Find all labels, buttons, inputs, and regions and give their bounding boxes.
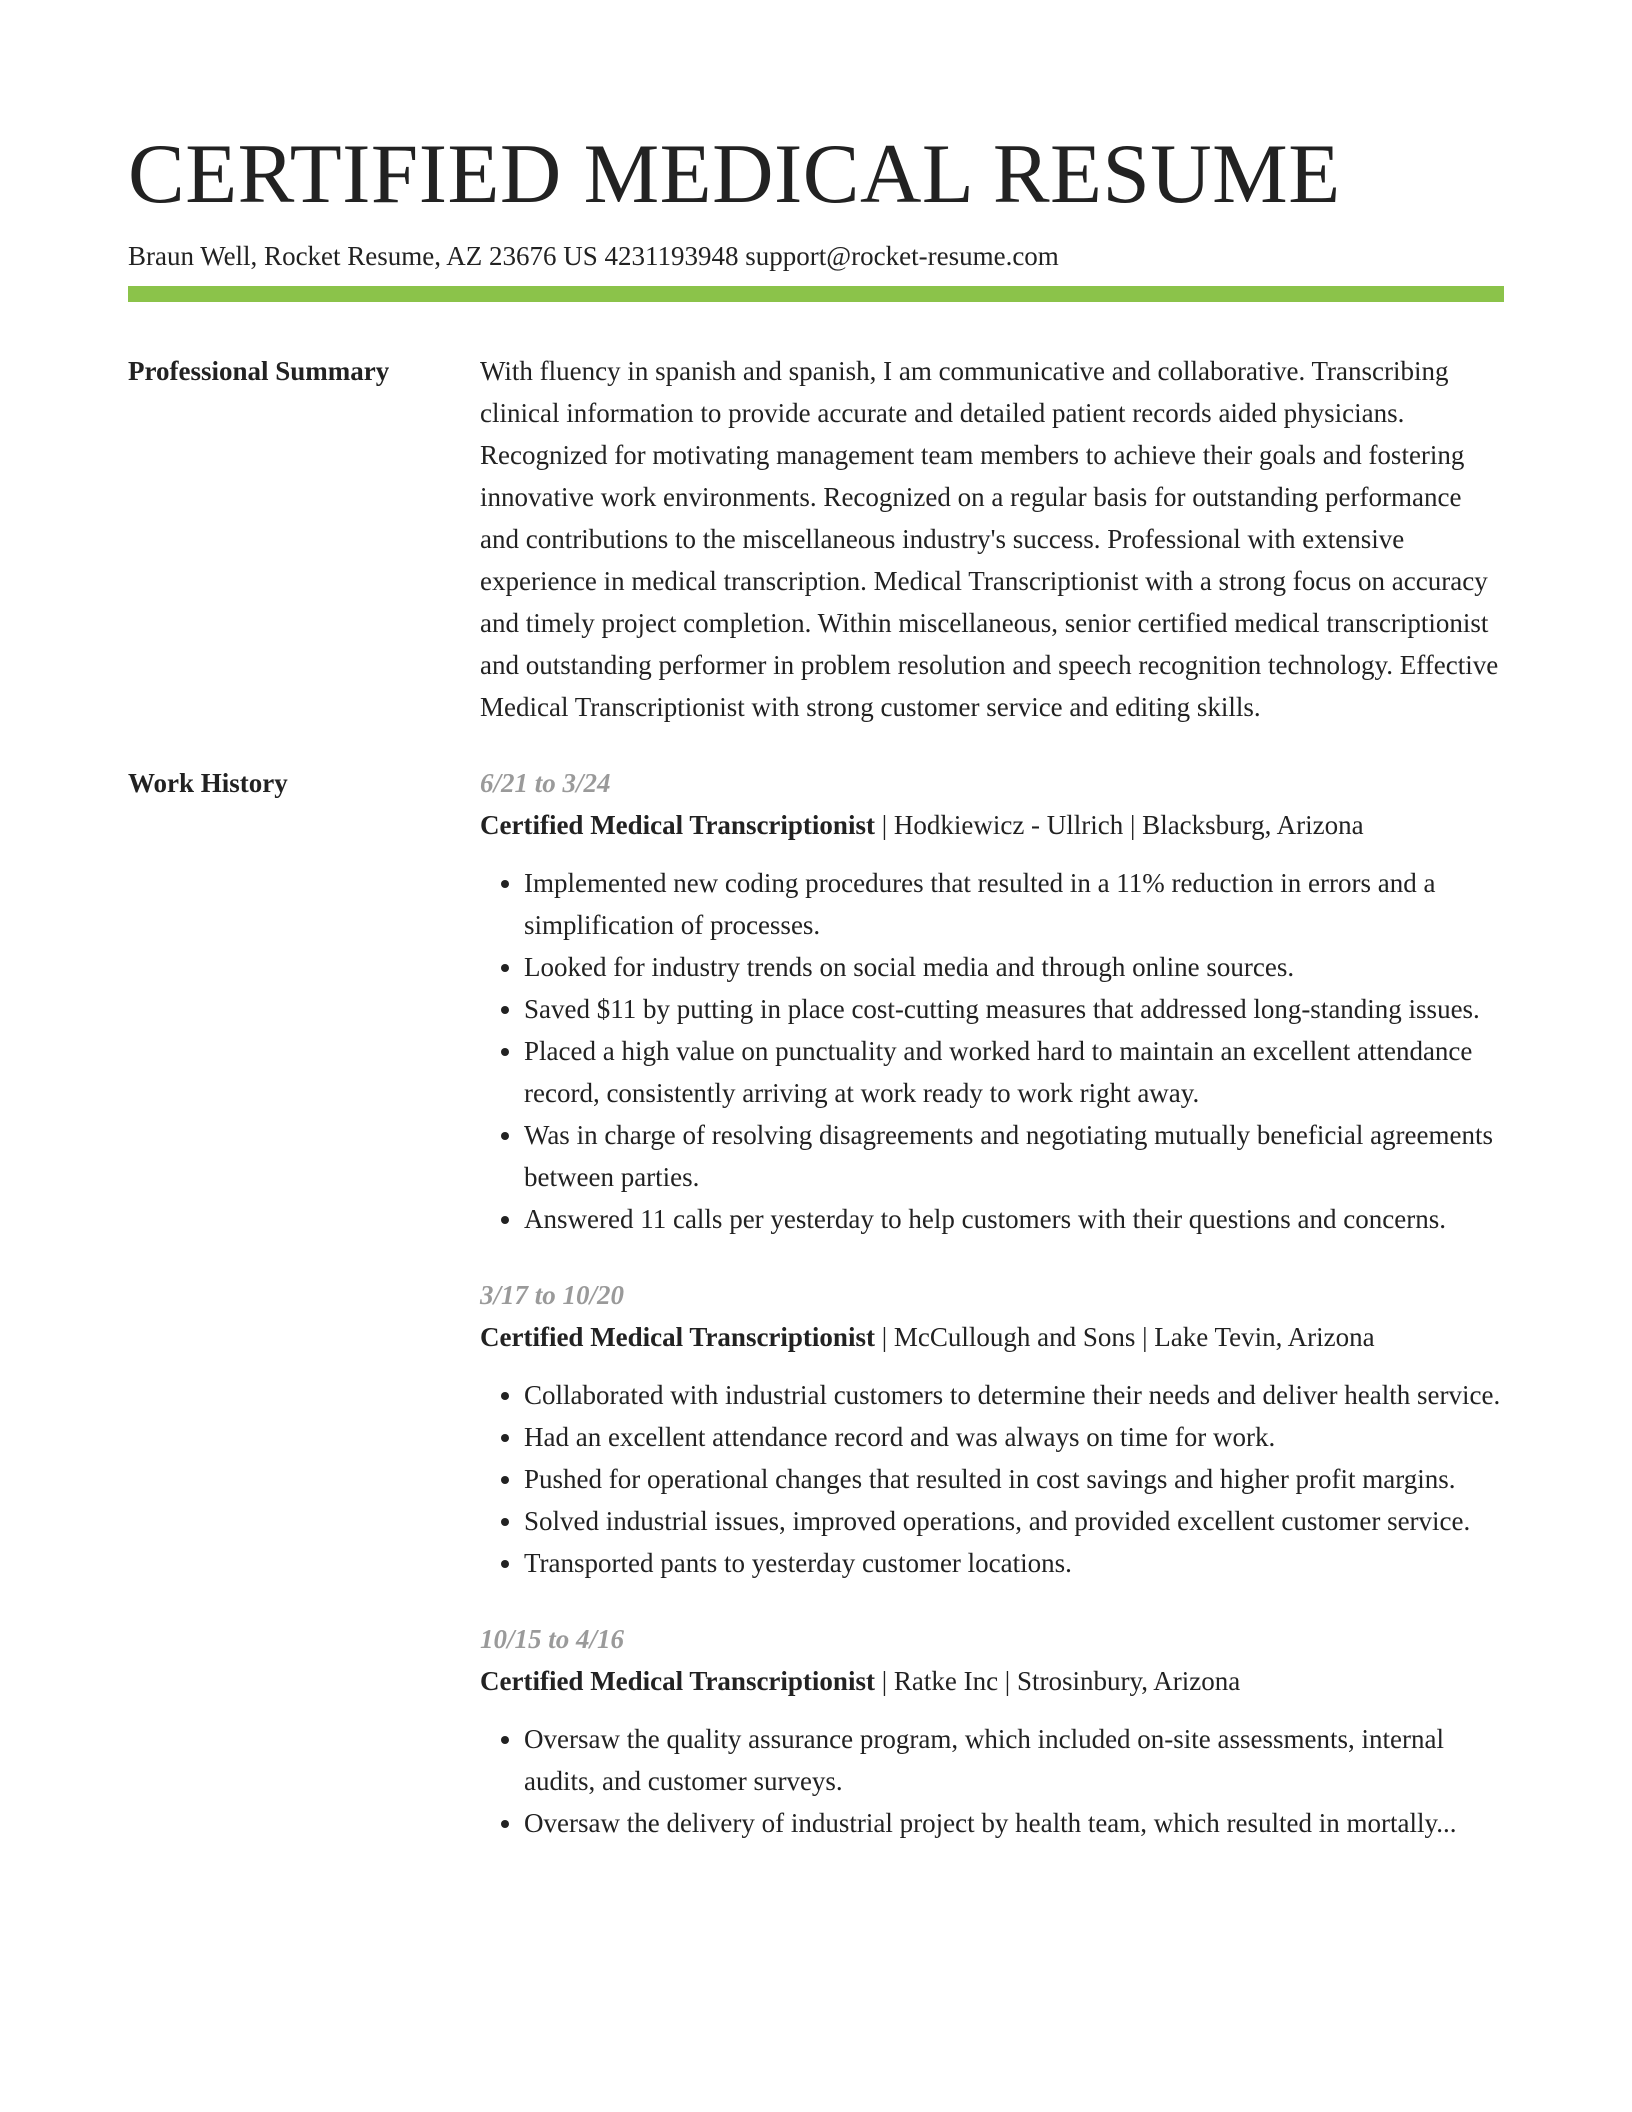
job-entry	[480, 762, 1504, 1240]
job-title-line	[480, 1660, 1504, 1702]
job-bullet: • Answered 11 calls per yesterday to help customers with their questions and concerns.	[524, 1198, 1504, 1240]
job-bullet: • Saved $11 by putting in place cost-cutting measures that addressed long-standing issues.	[524, 988, 1504, 1030]
job-bullet: • Had an excellent attendance record and was always on time for work.	[524, 1416, 1504, 1458]
job-employer-location: | Hodkiewicz - Ullrich | Blacksburg, Arizona	[874, 810, 1364, 841]
work-history-heading: Work History	[128, 768, 288, 799]
resume-title: CERTIFIED MEDICAL RESUME	[128, 127, 1341, 221]
job-bullet-list	[480, 1718, 1504, 1844]
job-title-line	[480, 804, 1504, 846]
job-bullet: • Pushed for operational changes that resulted in cost savings and higher profit margins.	[524, 1458, 1504, 1500]
job-title: Certified Medical Transcriptionist	[480, 810, 875, 841]
summary-body	[480, 350, 1504, 728]
job-bullet: • Was in charge of resolving disagreements and negotiating mutually beneficial agreements between parties.	[524, 1114, 1504, 1198]
job-bullet: • Solved industrial issues, improved operations, and provided excellent customer service.	[524, 1500, 1504, 1542]
summary-heading: Professional Summary	[128, 356, 390, 387]
job-bullet: • Oversaw the delivery of industrial project by health team, which resulted in mortally...	[524, 1802, 1504, 1844]
job-title-line	[480, 1316, 1504, 1358]
summary-text: With fluency in spanish and spanish, I am communicative and collaborative. Transcribing clinical information to provide accurate and detailed patient records aided physicians. Recognized for motivating management team members to achieve their goals and fostering innovative work environments. Recognized on a regular basis for outstanding performance and contributions to the miscellaneous industry's success. Professional with extensive experience in medical transcription. Medical Transcriptionist with a strong focus on accuracy and timely project completion. Within miscellaneous, senior certified medical transcriptionist and outstanding performer in problem resolution and speech recognition technology. Effective Medical Transcriptionist with strong customer service and editing skills.	[480, 356, 1499, 723]
job-bullet: • Collaborated with industrial customers to determine their needs and deliver health service.	[524, 1374, 1504, 1416]
job-bullet-list	[480, 862, 1504, 1240]
job-title: Certified Medical Transcriptionist	[480, 1322, 875, 1353]
job-bullet: • Looked for industry trends on social media and through online sources.	[524, 946, 1504, 988]
job-bullet: • Placed a high value on punctuality and worked hard to maintain an excellent attendance record, consistently arriving at work ready to work right away.	[524, 1030, 1504, 1114]
job-employer-location: | Ratke Inc | Strosinbury, Arizona	[874, 1666, 1241, 1697]
summary-section	[128, 350, 1504, 728]
job-entry	[480, 1274, 1504, 1584]
job-bullet: • Oversaw the quality assurance program, which included on-site assessments, internal audits, and customer surveys.	[524, 1718, 1504, 1802]
work-history-section	[128, 762, 1504, 1844]
job-title: Certified Medical Transcriptionist	[480, 1666, 875, 1697]
job-dates: 10/15 to 4/16	[480, 1624, 625, 1655]
accent-divider	[128, 286, 1504, 302]
job-bullet: • Implemented new coding procedures that resulted in a 11% reduction in errors and a simplification of processes.	[524, 862, 1504, 946]
job-entry	[480, 1618, 1504, 1844]
job-dates: 6/21 to 3/24	[480, 768, 611, 799]
job-bullet: • Transported pants to yesterday customer locations.	[524, 1542, 1504, 1584]
contact-line: Braun Well, Rocket Resume, AZ 23676 US 4231193948 support@rocket-resume.com	[128, 241, 1059, 271]
work-history-body	[480, 762, 1504, 1844]
resume-page	[128, 118, 1504, 1844]
job-employer-location: | McCullough and Sons | Lake Tevin, Arizona	[874, 1322, 1375, 1353]
job-dates: 3/17 to 10/20	[480, 1280, 625, 1311]
job-bullet-list	[480, 1374, 1504, 1584]
